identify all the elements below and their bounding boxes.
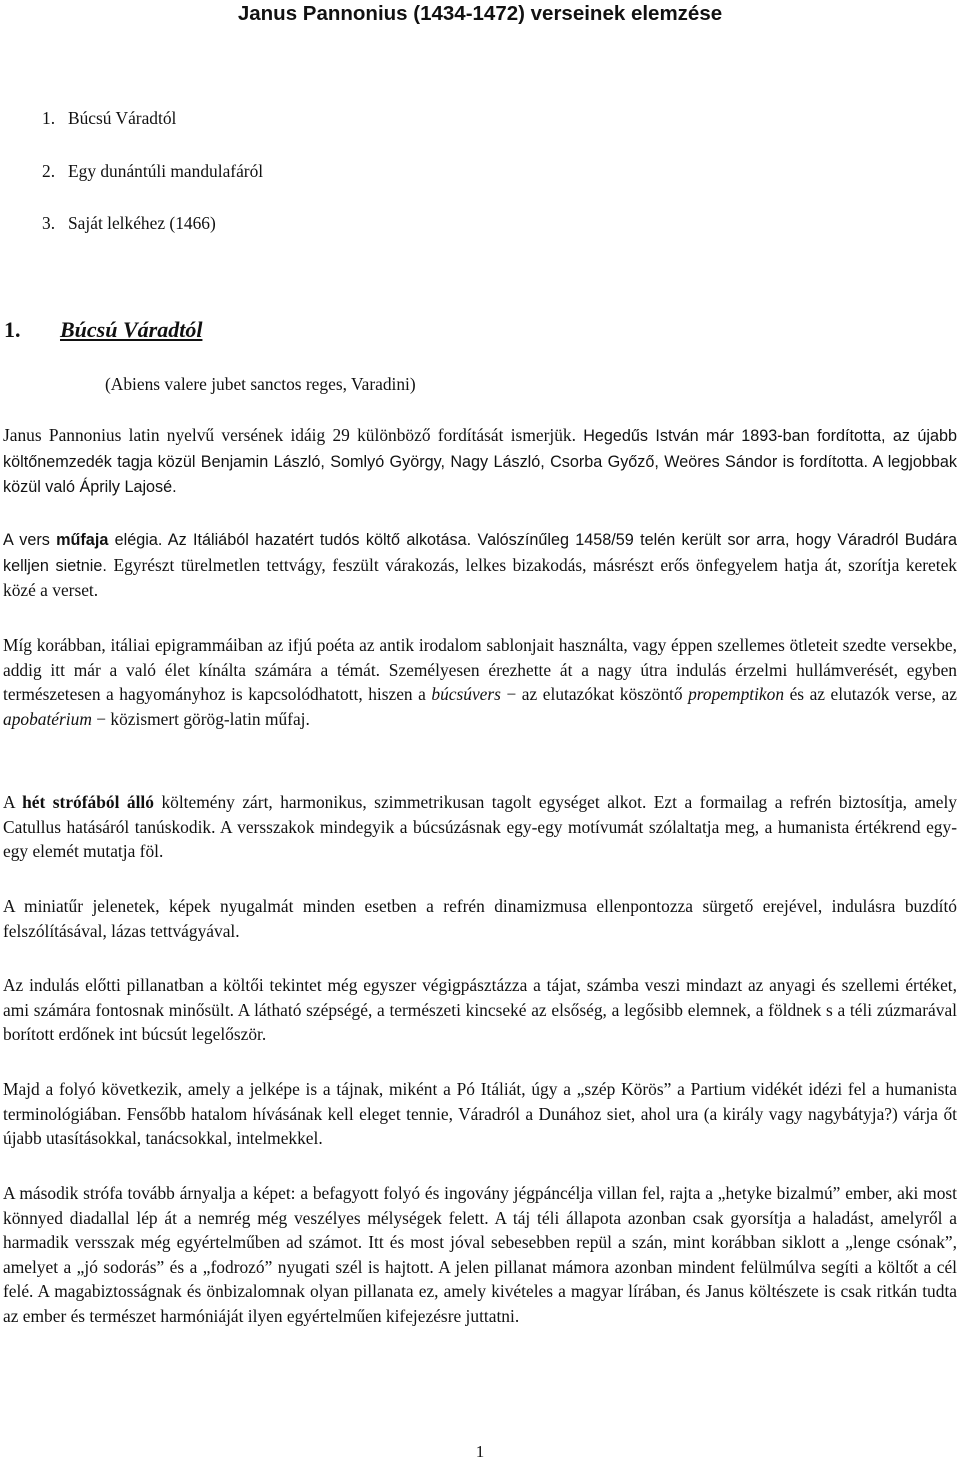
paragraph-text: Míg korábban, itáliai epigrammáiban az ifjú poéta az antik irodalom sablonjait használta, vagy éppen szellemes ötleteit szedte versekbe, addig itt már a való élet kínálta számára a témát. Személyesen érezhette át a nagy útra indulás érzelmi hullámverését, egyben természetesen a hagyományhoz is kapcsolódhatott, hiszen a: [3, 635, 957, 705]
emphasis-italic: búcsúvers: [431, 684, 501, 705]
paragraph-refrain: A miniatűr jelenetek, képek nyugalmát minden esetben a refrén dinamizmusa ellenpontozza sürgető erejével, indulásra buzdító felszólításával, lázas tettvágyával.: [3, 896, 957, 941]
paragraph-landscape: Az indulás előtti pillanatban a költői tekintet még egyszer végigpásztázza a tájat, számba veszi mindazt az anyagi és szellemi értéket, ami számára fontosnak minősült. A látható szépségé, a természeti kincseké az elsőség, a legősibb elemnek, a földnek s a téli zúzmarával borított erdőnek int búcsút legelőször.: [3, 975, 957, 1045]
paragraph-text: és az elutazók verse, az: [784, 684, 957, 705]
emphasis-bold: hét strófából álló: [22, 792, 154, 812]
paragraph-text: − az elutazókat köszöntő: [500, 684, 689, 705]
emphasis-bold: műfaja: [56, 531, 109, 549]
paragraph-text: Janus Pannonius latin nyelvű versének idáig 29 különböző fordítását ismerjük.: [3, 425, 584, 445]
toc-item-number: 2.: [42, 161, 56, 181]
poem-latin-title: (Abiens valere jubet sanctos reges, Varadini): [105, 374, 416, 394]
paragraph-text: költemény zárt, harmonikus, szimmetrikusan tagolt egységet alkot. Ezt a formailag a refrén biztosítja, amely Catullus hatásáról tanúskodik. A versszakok mindegyik a búcsúzásnak egy-egy motívumát szólaltatja meg, a humanista értékrend egy-egy elemét mutatja föl.: [3, 792, 958, 862]
toc-item-number: 3.: [42, 213, 56, 233]
paragraph-translations: [3, 423, 957, 500]
toc-item: [42, 161, 263, 182]
toc-item-label: Egy dunántúli mandulafáról: [68, 161, 264, 181]
toc-item-number: 1.: [42, 108, 56, 128]
paragraph-river: Majd a folyó következik, amely a jelképe is a tájnak, miként a Pó Itáliát, úgy a „szép Körös” a Partium vidékét idézi fel a humanista terminológiában. Fensőbb hatalom hívásának kell eleget tennie, Váradról a Dunához siet, ahol ura (a király vagy nagybátyja?) várja őt újabb utasításokkal, tanácsokkal, intelmekkel.: [3, 1079, 957, 1149]
section-number: 1.: [4, 317, 21, 342]
toc-item: [42, 108, 176, 129]
section-title: Búcsú Váradtól: [60, 317, 203, 342]
paragraph-genre: [3, 528, 957, 604]
section-heading: [4, 317, 202, 343]
paragraph-text: A: [3, 792, 23, 812]
paragraph-text: Hegedűs István már 1893-ban fordította, az újabb költőnemzedék tagja közül Benjamin László, Somlyó György, Nagy László, Csorba Győző, Weöres Sándor is fordította. A legjobbak közül való Áprily Lajosé.: [3, 427, 957, 497]
paragraph-context: [3, 633, 957, 731]
emphasis-italic: propemptikon: [688, 684, 785, 705]
paragraph-structure: [3, 790, 957, 864]
paragraph-second-stanza: A második strófa tovább árnyalja a képet: a befagyott folyó és ingovány jégpáncélja villan fel, rajta a „hetyke bizalmú” ember, aki most könnyed diadallal lép át a nemrég még veszélyes mélységek felett. A táj téli állapota azonban csak gyorsítja a haladást, amelyről a harmadik versszak még egyértelműben ad számot. Itt és most jóval sebesebben repül a szán, mint korábban siklott a „lenge csónak”, amelyet a „jó sodorás” és a „fodrozó” nyugati szél is hajtott. A jelen pillanat mámora azonban mindent felülmúlva segíti a költőt a cél felé. A magabiztosságnak és önbizalomnak olyan pillanata ez, amely kivételes a magyar lírában, és Janus költészete is csak ritkán tudta az ember és természet harmóniáját ilyen egyértelműen kifejezésre juttatni.: [3, 1183, 957, 1326]
emphasis-italic: apobatérium: [3, 708, 92, 729]
paragraph-text: A vers: [3, 531, 57, 549]
paragraph-text: − közismert görög-latin műfaj.: [91, 708, 310, 729]
document-title: Janus Pannonius (1434-1472) verseinek elemzése: [237, 2, 723, 25]
page-number: 1: [475, 1442, 485, 1461]
paragraph-text: elégia. Az Itáliából hazatért tudós költő alkotása. Valószínűleg 1458/59 telén került sor arra, hogy Váradról Budára kelljen sietnie.: [3, 531, 958, 575]
toc-item-label: Saját lelkéhez (1466): [68, 213, 216, 233]
toc-item-label: Búcsú Váradtól: [68, 108, 177, 128]
toc-item: [42, 213, 216, 234]
paragraph-text: Egyrészt türelmetlen tettvágy, feszült várakozás, lelkes bizakodás, másrészt erős önfegyelem hatja át, szorítja keretek közé a verset.: [3, 554, 957, 601]
